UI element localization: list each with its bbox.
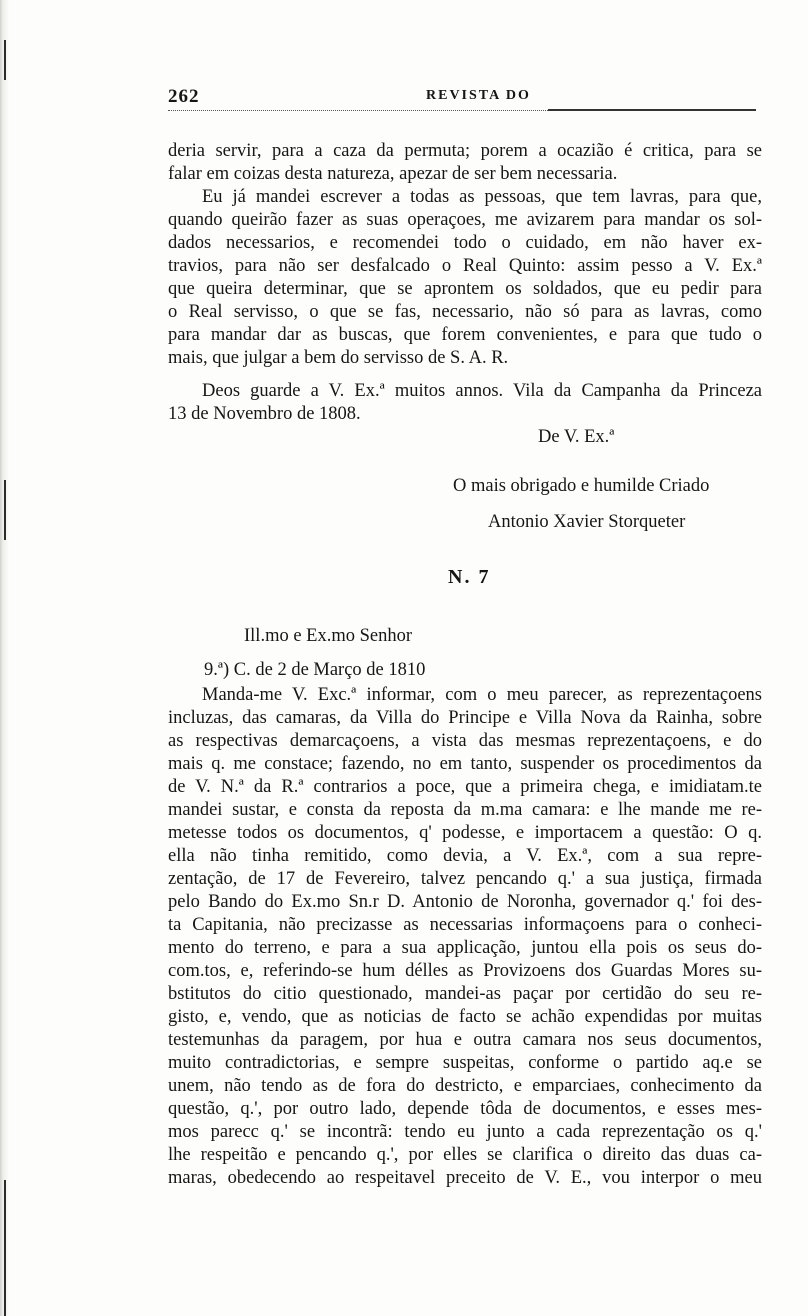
letter1-closing: [168, 380, 762, 426]
header-rule-solid: [548, 109, 756, 111]
text-line: quando queirão fazer as suas operaçoes, me avizarem para mandar os sol-: [168, 210, 762, 230]
text-line: com.tos, e, referindo-se hum délles as Provizoens dos Guardas Mores su-: [168, 961, 762, 981]
text-line: incluzas, das camaras, da Villa do Principe e Villa Nova da Rainha, sobre: [168, 708, 762, 728]
text-line: Deos guarde a V. Ex.ª muitos annos. Vila da Campanha da Princeza: [202, 381, 762, 401]
text-line: metesse todos os documentos, q' podesse, e importacem a questão: O q.: [168, 823, 762, 843]
text-line: mais q. me constace; fazendo, no em tanto, suspender os procedimentos da: [168, 754, 762, 774]
text-line: questão, q.', por outro lado, depende tôda de documentos, e esses mes-: [168, 1099, 762, 1119]
text-line: unem, não tendo as de fora do destricto, e emparciaes, conhecimento da: [168, 1076, 762, 1096]
text-line: mais, que julgar a bem do servisso de S. A. R.: [168, 348, 509, 368]
text-line: maras, obedecendo ao respeitavel preceito de V. E., vou interpor o meu: [168, 1168, 762, 1188]
text-line: lhe respeitão e pencando q.', por elles se clarifica o direito das duas ca-: [168, 1145, 762, 1165]
document-number: N. 7: [448, 566, 491, 588]
scan-edge-mark: [4, 480, 6, 540]
letter2-body: [168, 684, 762, 1190]
text-line: deria servir, para a caza da permuta; porem a ocazião é critica, para se: [168, 141, 762, 161]
page-number: 262: [168, 86, 200, 107]
text-line: as respectivas demarcaçoens, a vista das mesmas reprezentaçoens, e do: [168, 731, 762, 751]
running-head: REVISTA DO: [426, 88, 531, 103]
page-header: [168, 86, 756, 110]
salutation: Ill.mo e Ex.mo Senhor: [244, 626, 413, 646]
text-line: mento do terreno, e para a sua applicação, juntou ella pois os seus do-: [168, 938, 762, 958]
text-line: travios, para não ser desfalcado o Real Quinto: assim pesso a V. Ex.ª: [168, 256, 762, 276]
text-line: 13 de Novembro de 1808.: [168, 404, 361, 424]
signoff-line2: O mais obrigado e humilde Criado: [453, 476, 710, 496]
text-line: mos parecc q.' se incontrã: tendo eu junto a cada reprezentação os q.': [168, 1122, 762, 1142]
signatory-name: Antonio Xavier Storqueter: [488, 512, 686, 532]
text-line: pelo Bando do Ex.mo Sn.r D. Antonio de Noronha, governador q.' foi des-: [168, 892, 762, 912]
text-line: que queira determinar, que se aprontem os soldados, que eu pedir para: [168, 279, 762, 299]
text-line: o Real servisso, o que se fas, necessario, não só para as lavras, como: [168, 302, 762, 322]
text-line: mandei sustar, e consta da reposta da m.ma camara: e lhe mande me re-: [168, 800, 762, 820]
scan-edge-mark: [4, 40, 6, 80]
text-line: Eu já mandei escrever a todas as pessoas, que tem lavras, para que,: [202, 187, 762, 207]
text-line: Manda-me V. Exc.ª informar, com o meu parecer, as reprezentaçoens: [202, 685, 762, 705]
text-line: ella não tinha remitido, como devia, a V. Ex.ª, com a sua repre-: [168, 846, 762, 866]
text-line: gisto, e, vendo, que as noticias de facto se achão expendidas por muitas: [168, 1007, 762, 1027]
text-line: para mandar dar as buscas, que forem convenientes, e para que tudo o: [168, 325, 762, 345]
text-line: ta Capitania, não precizasse as necessarias informaçoens para o conheci-: [168, 915, 762, 935]
text-line: bstitutos do citio questionado, mandei-as paçar por certidão do seu re-: [168, 984, 762, 1004]
text-line: muito contradictorias, e sempre suspeitas, conforme o partido aq.e se: [168, 1053, 762, 1073]
dateline: 9.ª) C. de 2 de Março de 1810: [204, 660, 426, 680]
signoff-line1: De V. Ex.ª: [538, 427, 615, 447]
scan-edge-mark: [4, 1180, 6, 1316]
text-line: testemunhas da paragem, por hua e outra camara nos seus documentos,: [168, 1030, 762, 1050]
text-line: zentação, de 17 de Fevereiro, talvez pencando q.' a sua justiça, firmada: [168, 869, 762, 889]
text-line: falar em coizas desta natureza, apezar de ser bem necessaria.: [168, 164, 618, 184]
text-line: dados necessarios, e recomendei todo o cuidado, em não haver ex-: [168, 233, 762, 253]
page-edge-shadow: [0, 0, 9, 1316]
text-line: de V. N.ª da R.ª contrarios a poce, que a primeira chega, e imidiatam.te: [168, 777, 762, 797]
letter1-body: [168, 140, 762, 370]
